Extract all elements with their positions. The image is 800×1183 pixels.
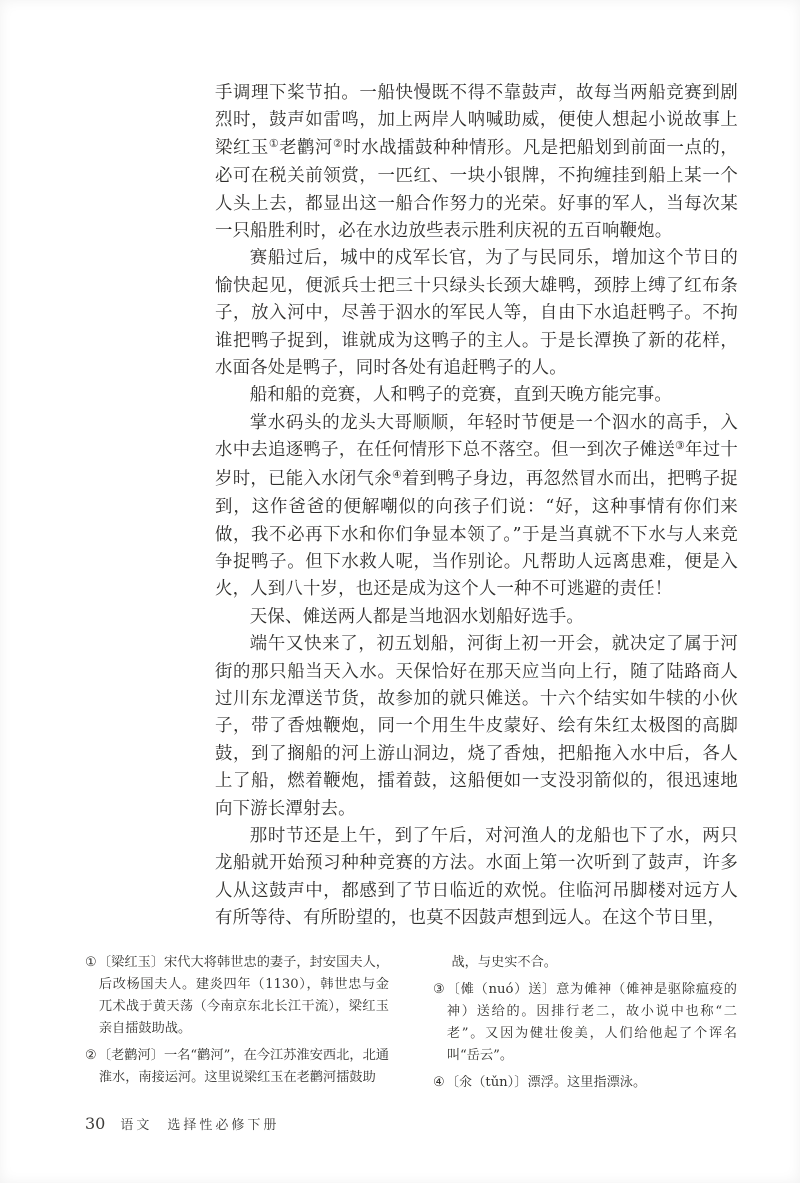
footnote-text: 〔梁红玉〕宋代大将韩世忠的妻子，封安国夫人，后改杨国夫人。建炎四年（1130），韩世忠与金兀术战于黄天荡（今南京东北长江干流），梁红玉亲自擂鼓助战。: [97, 955, 389, 1036]
text-run: 赛船过后，城中的戍军长官，为了与民同乐，增加这个节日的愉快起见，便派兵士把三十只绿头长颈大雄鸭，颈脖上缚了红布条子，放入河中，尽善于泅水的军民人等，自由下水追赶鸭子。不拘谁把鸭子捉到，谁就成为这鸭子的主人。于是长潭换了新的花样，水面各处是鸭子，同时各处有追赶鸭子的人。: [215, 248, 738, 379]
footnote-ref: ①: [268, 136, 280, 150]
paragraph: [215, 382, 738, 409]
footnote-text: 〔氽（tǔn）〕漂浮。这里指漂泳。: [445, 1075, 647, 1090]
footnote-text: 战，与史实不合。: [451, 955, 557, 970]
paragraph: [215, 604, 738, 631]
text-run: 手调理下桨节拍。一船快慢既不得不靠鼓声，故每当两船竞赛到剧烈时，鼓声如雷鸣，加上两岸人呐喊助威，便使人想起小说故事上梁红玉: [215, 83, 738, 158]
text-run: 时水战擂鼓种种情形。凡是把船划到前面一点的，必可在税关前领赏，一匹红、一块小银牌，不拘缠挂到船上某一个人头上去，都显出这一船合作努力的光荣。好事的军人，当每次某一只船胜利时，必在水边放些表示胜利庆祝的五百响鞭炮。: [215, 137, 738, 242]
footer-subject-label: 语文: [120, 1118, 153, 1133]
text-run: 年过十岁时，已能入水闭气氽: [215, 440, 738, 489]
footnote-number: ③: [433, 982, 446, 997]
page-number: 30: [85, 1114, 106, 1133]
footnote-item: [433, 979, 737, 1067]
footnotes-column-left: [85, 952, 389, 1099]
main-text-block: [215, 80, 738, 933]
footnote-number: ②: [85, 1048, 97, 1063]
footnote-item: [85, 952, 389, 1040]
footnote-text: 〔老鹳河〕一名“鹳河”，在今江苏淮安西北，北通淮水，南接运河。这里说梁红玉在老鹳河擂鼓助: [97, 1048, 389, 1085]
footnote-ref: ③: [675, 439, 686, 453]
text-run: 那时节还是上午，到了午后，对河渔人的龙船也下了水，两只龙船就开始预习种种竞赛的方法。水面上第一次听到了鼓声，许多人从这鼓声中，都感到了节日临近的欢悦。住临河吊脚楼对远方人有所等待、有所盼望的，也莫不因鼓声想到远人。在这个节日里，: [215, 825, 738, 929]
paragraph: [215, 631, 738, 823]
text-run: 老鹳河: [279, 137, 334, 158]
footnotes-section: [85, 952, 737, 1099]
text-run: 端午又快来了，初五划船，河街上初一开会，就决定了属于河街的那只船当天入水。天保恰好在那天应当向上行，随了陆路商人过川东龙潭送节货，故参加的就只傩送。十六个结实如牛犊的小伙子，带了香烛鞭炮，同一个用生牛皮蒙好、绘有朱红太极图的高脚鼓，到了搁船的河上游山洞边，烧了香烛，把船拖入水中后，各人上了船，燃着鞭炮，擂着鼓，这船便如一支没羽箭似的，很迅速地向下游长潭射去。: [215, 634, 738, 819]
footnote-item: [85, 1045, 389, 1089]
paragraph: [215, 410, 738, 604]
footer-book-title: 选择性必修下册: [167, 1118, 280, 1133]
footnote-text: 〔傩（nuó）送〕意为傩神（傩神是驱除瘟疫的神）送给的。因排行老二，故小说中也称“二老”。又因为健壮俊美，人们给他起了个诨名叫“岳云”。: [446, 982, 737, 1063]
page-footer: [85, 1114, 279, 1133]
text-run: 船和船的竞赛，人和鸭子的竞赛，直到天晚方能完事。: [249, 385, 672, 406]
footnote-continuation: [433, 952, 737, 974]
text-run: 着到鸭子身边，再忽然冒水而出，把鸭子捉到，这作爸爸的便解嘲似的向孩子们说：“好，这种事情有你们来做，我不必再下水和你们争显本领了。”于是当真就不下水与人来竞争捉鸭子。但下水救人呢，当作别论。凡帮助人远离患难，便是入火，人到八十岁，也还是成为这个人一种不可逃避的责任！: [215, 468, 738, 600]
text-run: 掌水码头的龙头大哥顺顺，年轻时节便是一个泅水的高手，入水中去追逐鸭子，在任何情形下总不落空。但一到次子傩送: [215, 412, 738, 461]
text-run: 天保、傩送两人都是当地泅水划船好选手。: [249, 606, 585, 627]
paragraph: [215, 245, 738, 382]
footnote-number: ①: [85, 955, 97, 970]
footnotes-column-right: [433, 952, 737, 1099]
footnote-number: ④: [433, 1075, 445, 1090]
footnote-item: [433, 1072, 737, 1094]
footnote-ref: ④: [391, 467, 402, 481]
paragraph: [215, 80, 738, 245]
paragraph: [215, 823, 738, 933]
footnote-ref: ②: [333, 136, 344, 150]
